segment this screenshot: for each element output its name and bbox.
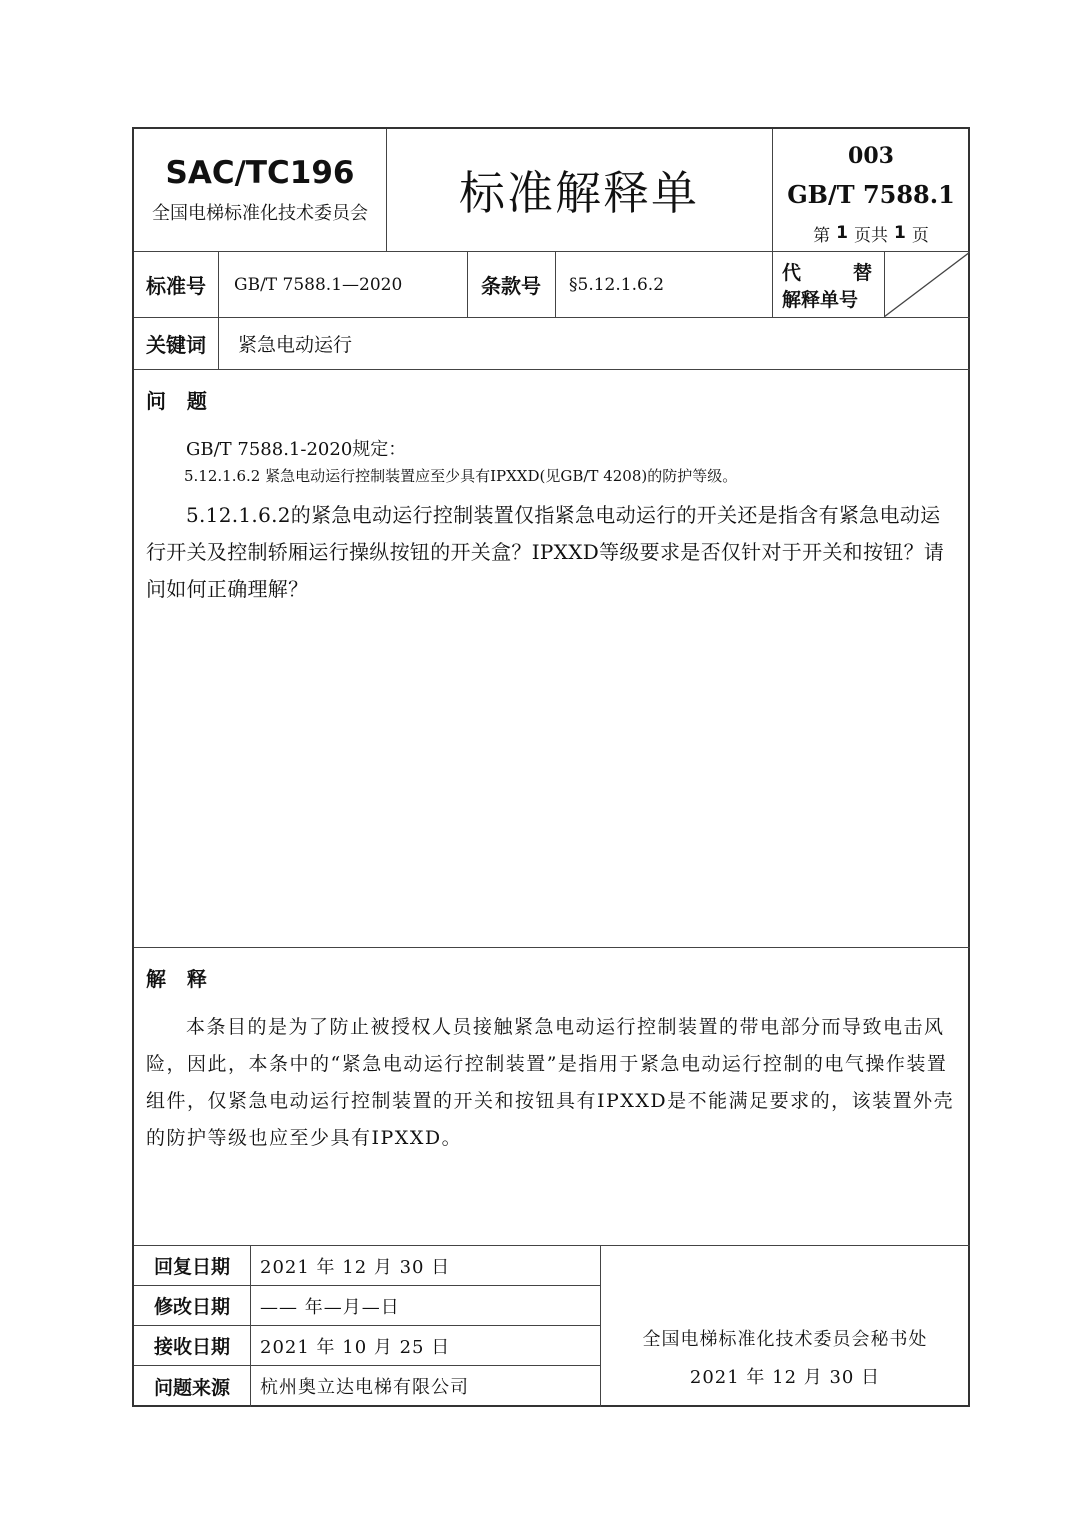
replace-label	[772, 252, 882, 317]
org-block	[134, 129, 386, 251]
question-title: 问 题	[146, 389, 207, 413]
interpretation-form	[132, 127, 970, 1407]
replace-label-char1: 代	[782, 262, 802, 284]
doc-title: 标准解释单	[459, 166, 699, 220]
receive-date-value: 2021 年 10 月 25 日	[260, 1336, 451, 1358]
standard-no-value: GB/T 7588.1—2020	[234, 274, 403, 295]
page-suffix: 页	[911, 225, 929, 246]
modify-date-label: 修改日期	[153, 1296, 230, 1318]
question-paragraph: 5.12.1.6.2的紧急电动运行控制装置仅指紧急电动运行的开关还是指含有紧急电动运行开关及控制轿厢运行操纵按钮的开关盒？IPXXD等级要求是否仅针对于开关和按钮？请问如何正确理解？	[146, 503, 945, 601]
issuer-block	[600, 1246, 970, 1406]
doc-number: 003	[848, 143, 894, 169]
page-prefix: 第	[813, 225, 831, 246]
empty-cell-diagonal	[884, 252, 970, 317]
keywords-label: 关键词	[146, 333, 206, 357]
issuer-name: 全国电梯标准化技术委员会秘书处	[642, 1329, 928, 1350]
replace-label-line2: 解释单号	[782, 289, 859, 311]
clause-value: §5.12.1.6.2	[569, 274, 665, 295]
org-name: 全国电梯标准化技术委员会	[152, 203, 368, 224]
question-line2: 5.12.1.6.2 紧急电动运行控制装置应至少具有IPXXD(见GB/T 4208)的防护等级。	[184, 467, 738, 485]
org-code: SAC/TC196	[165, 155, 355, 191]
interpretation-title: 解 释	[146, 967, 207, 991]
source-label: 问题来源	[153, 1376, 230, 1399]
page-current: 1	[836, 223, 848, 243]
issue-date: 2021 年 12 月 30 日	[689, 1367, 881, 1388]
interpretation-paragraph: 本条目的是为了防止被授权人员接触紧急电动运行控制装置的带电部分而导致电击风险，因此，本条中的“紧急电动运行控制装置”是指用于紧急电动运行控制的电气操作装置组件，仅紧急电动运行控制装置的开关和按钮具有IPXXD是不能满足要求的，该装置外壳的防护等级也应至少具有IPXXD。	[146, 1016, 955, 1149]
keywords-value: 紧急电动运行	[238, 334, 353, 356]
reply-date-label: 回复日期	[153, 1256, 230, 1278]
standard-no-label: 标准号	[146, 274, 206, 298]
standard-code: GB/T 7588.1	[787, 179, 955, 209]
replace-label-char2: 替	[852, 262, 872, 284]
receive-date-label: 接收日期	[153, 1336, 230, 1358]
reply-date-value: 2021 年 12 月 30 日	[260, 1256, 451, 1278]
doc-id-block	[772, 129, 970, 251]
question-line1: GB/T 7588.1-2020规定：	[186, 439, 407, 460]
modify-date-value: —— 年—月—日	[260, 1296, 400, 1318]
clause-label: 条款号	[481, 274, 541, 298]
page-total: 1	[894, 223, 906, 243]
page-middle: 页共	[854, 225, 888, 246]
page-indicator	[772, 221, 970, 245]
source-value: 杭州奥立达电梯有限公司	[260, 1377, 469, 1398]
